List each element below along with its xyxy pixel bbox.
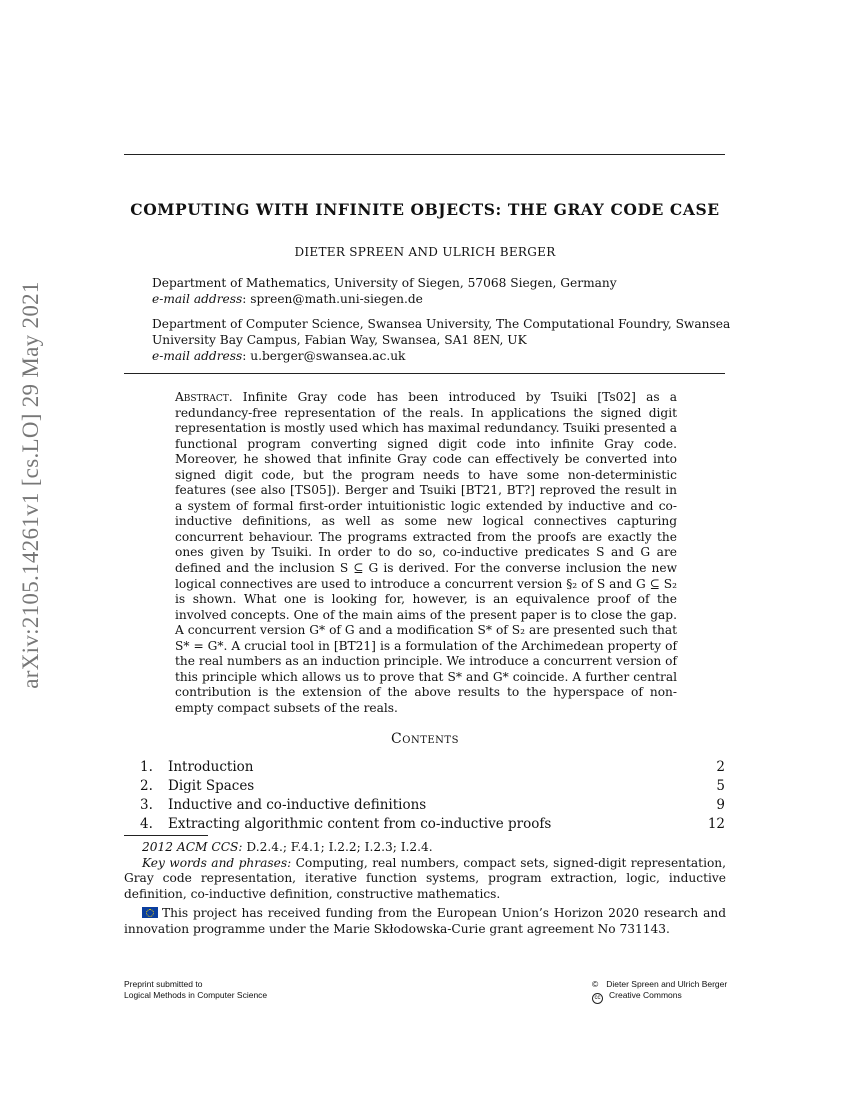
paper-authors: DIETER SPREEN AND ULRICH BERGER <box>294 245 556 259</box>
license-footer <box>592 979 727 1004</box>
toc-entry[interactable] <box>140 796 725 815</box>
toc-number: 3. <box>140 797 153 813</box>
copyright-icon: © <box>592 979 599 989</box>
journal-name: Logical Methods in Computer Science <box>124 990 268 1000</box>
arxiv-side-stamp <box>4 281 58 689</box>
abstract-label: Abstract. <box>175 390 233 404</box>
affiliation-1 <box>152 275 712 307</box>
arxiv-id: arXiv:2105.14261v1 [cs.LO] 29 May 2021 <box>18 281 43 689</box>
affiliation-2 <box>152 316 732 364</box>
email-label: e-mail address <box>152 292 243 306</box>
paper-title: COMPUTING WITH INFINITE OBJECTS: THE GRAY CODE CASE <box>130 200 720 219</box>
keywords-label: Key words and phrases: <box>142 855 292 870</box>
eu-flag-icon <box>142 907 158 918</box>
toc-title: Introduction <box>168 759 254 775</box>
toc-title: Inductive and co-inductive definitions <box>168 797 427 813</box>
license-name: Creative Commons <box>609 990 682 1000</box>
table-of-contents <box>140 758 725 834</box>
email-line: e-mail address: u.berger@swansea.ac.uk <box>152 349 406 363</box>
toc-number: 4. <box>140 816 153 832</box>
affiliation-line: University Bay Campus, Fabian Way, Swansea, SA1 8EN, UK <box>152 333 527 347</box>
contents-heading: Contents <box>391 731 459 747</box>
acm-label: 2012 ACM CCS: <box>142 840 243 854</box>
email-label: e-mail address <box>152 349 243 363</box>
acm-ccs <box>124 840 726 856</box>
keywords-text: Computing, real numbers, compact sets, signed-digit representation, Gray code representation, iterative function systems, program extraction, logic, inductive definition, co-inductive definition, constructive mathematics. <box>124 855 727 901</box>
abstract <box>175 390 677 716</box>
toc-page: 2 <box>716 759 725 775</box>
toc-page: 5 <box>716 778 725 794</box>
toc-page: 9 <box>716 797 725 813</box>
journal-footer <box>124 979 267 1001</box>
footnotes <box>124 840 726 938</box>
toc-number: 1. <box>140 759 153 775</box>
email-line: e-mail address: spreen@math.uni-siegen.de <box>152 292 423 306</box>
toc-page: 12 <box>707 816 725 832</box>
funding <box>124 906 726 937</box>
abstract-text: Infinite Gray code has been introduced by Tsuiki [Ts02] as a redundancy-free representation of the reals. In applications the signed digit representation is mostly used which has maximal redundancy. Tsuiki presented a functional program converting signed digit code into infinite Gray code. Moreover, he showed that infinite Gray code can effectively be converted into signed digit code, but the program needs to have some non-deterministic features (see also [TS05]). Berger and Tsuiki [BT21, BT?] reproved the result in a system of formal first-order intuitionistic logic extended by inductive and co-inductive definitions, as well as some new logical connectives capturing concurrent behaviour. The programs extracted from the proofs are exactly the ones given by Tsuiki. In order to do so, co-inductive predicates S and G are defined and the inclusion S ⊆ G is derived. For the converse inclusion the new logical connectives are used to introduce a concurrent version §₂ of S and G ⊆ S₂ is shown. What one is looking for, however, is an equivalence proof of the involved concepts. One of the main aims of the present paper is to close the gap. A concurrent version G* of G and a modification S* of S₂ are presented such that S* = G*. A crucial tool in [BT21] is a formulation of the Archimedean property of the real numbers as an induction principle. We introduce a concurrent version of this principle which allows us to prove that S* and G* coincide. A further central contribution is the extension of the above results to the hyperspace of non-empty compact subsets of the reals. <box>175 390 678 715</box>
header-rule <box>124 373 725 374</box>
email-address[interactable]: spreen@math.uni-siegen.de <box>250 292 423 306</box>
affiliation-line: Department of Computer Science, Swansea University, The Computational Foundry, Swansea <box>152 317 731 331</box>
toc-entry[interactable] <box>140 815 725 834</box>
copyright-holders: Dieter Spreen and Ulrich Berger <box>606 979 728 989</box>
toc-entry[interactable] <box>140 758 725 777</box>
acm-codes: D.2.4.; F.4.1; I.2.2; I.2.3; I.2.4. <box>246 840 433 854</box>
toc-number: 2. <box>140 778 153 794</box>
creative-commons-icon: cc <box>592 993 603 1004</box>
email-address[interactable]: u.berger@swansea.ac.uk <box>250 349 406 363</box>
toc-title: Digit Spaces <box>168 778 255 794</box>
affiliation-line: Department of Mathematics, University of Siegen, 57068 Siegen, Germany <box>152 276 617 290</box>
toc-title: Extracting algorithmic content from co-inductive proofs <box>168 816 552 832</box>
funding-text: This project has received funding from the European Union’s Horizon 2020 research and innovation programme under the Marie Skłodowska-Curie grant agreement No 731143. <box>124 906 726 936</box>
preprint-note: Preprint submitted to <box>124 979 203 989</box>
keywords <box>124 856 726 903</box>
copyright-line <box>592 979 727 990</box>
top-rule <box>124 154 725 155</box>
license-line <box>592 990 727 1004</box>
toc-entry[interactable] <box>140 777 725 796</box>
footnote-rule <box>124 835 208 836</box>
